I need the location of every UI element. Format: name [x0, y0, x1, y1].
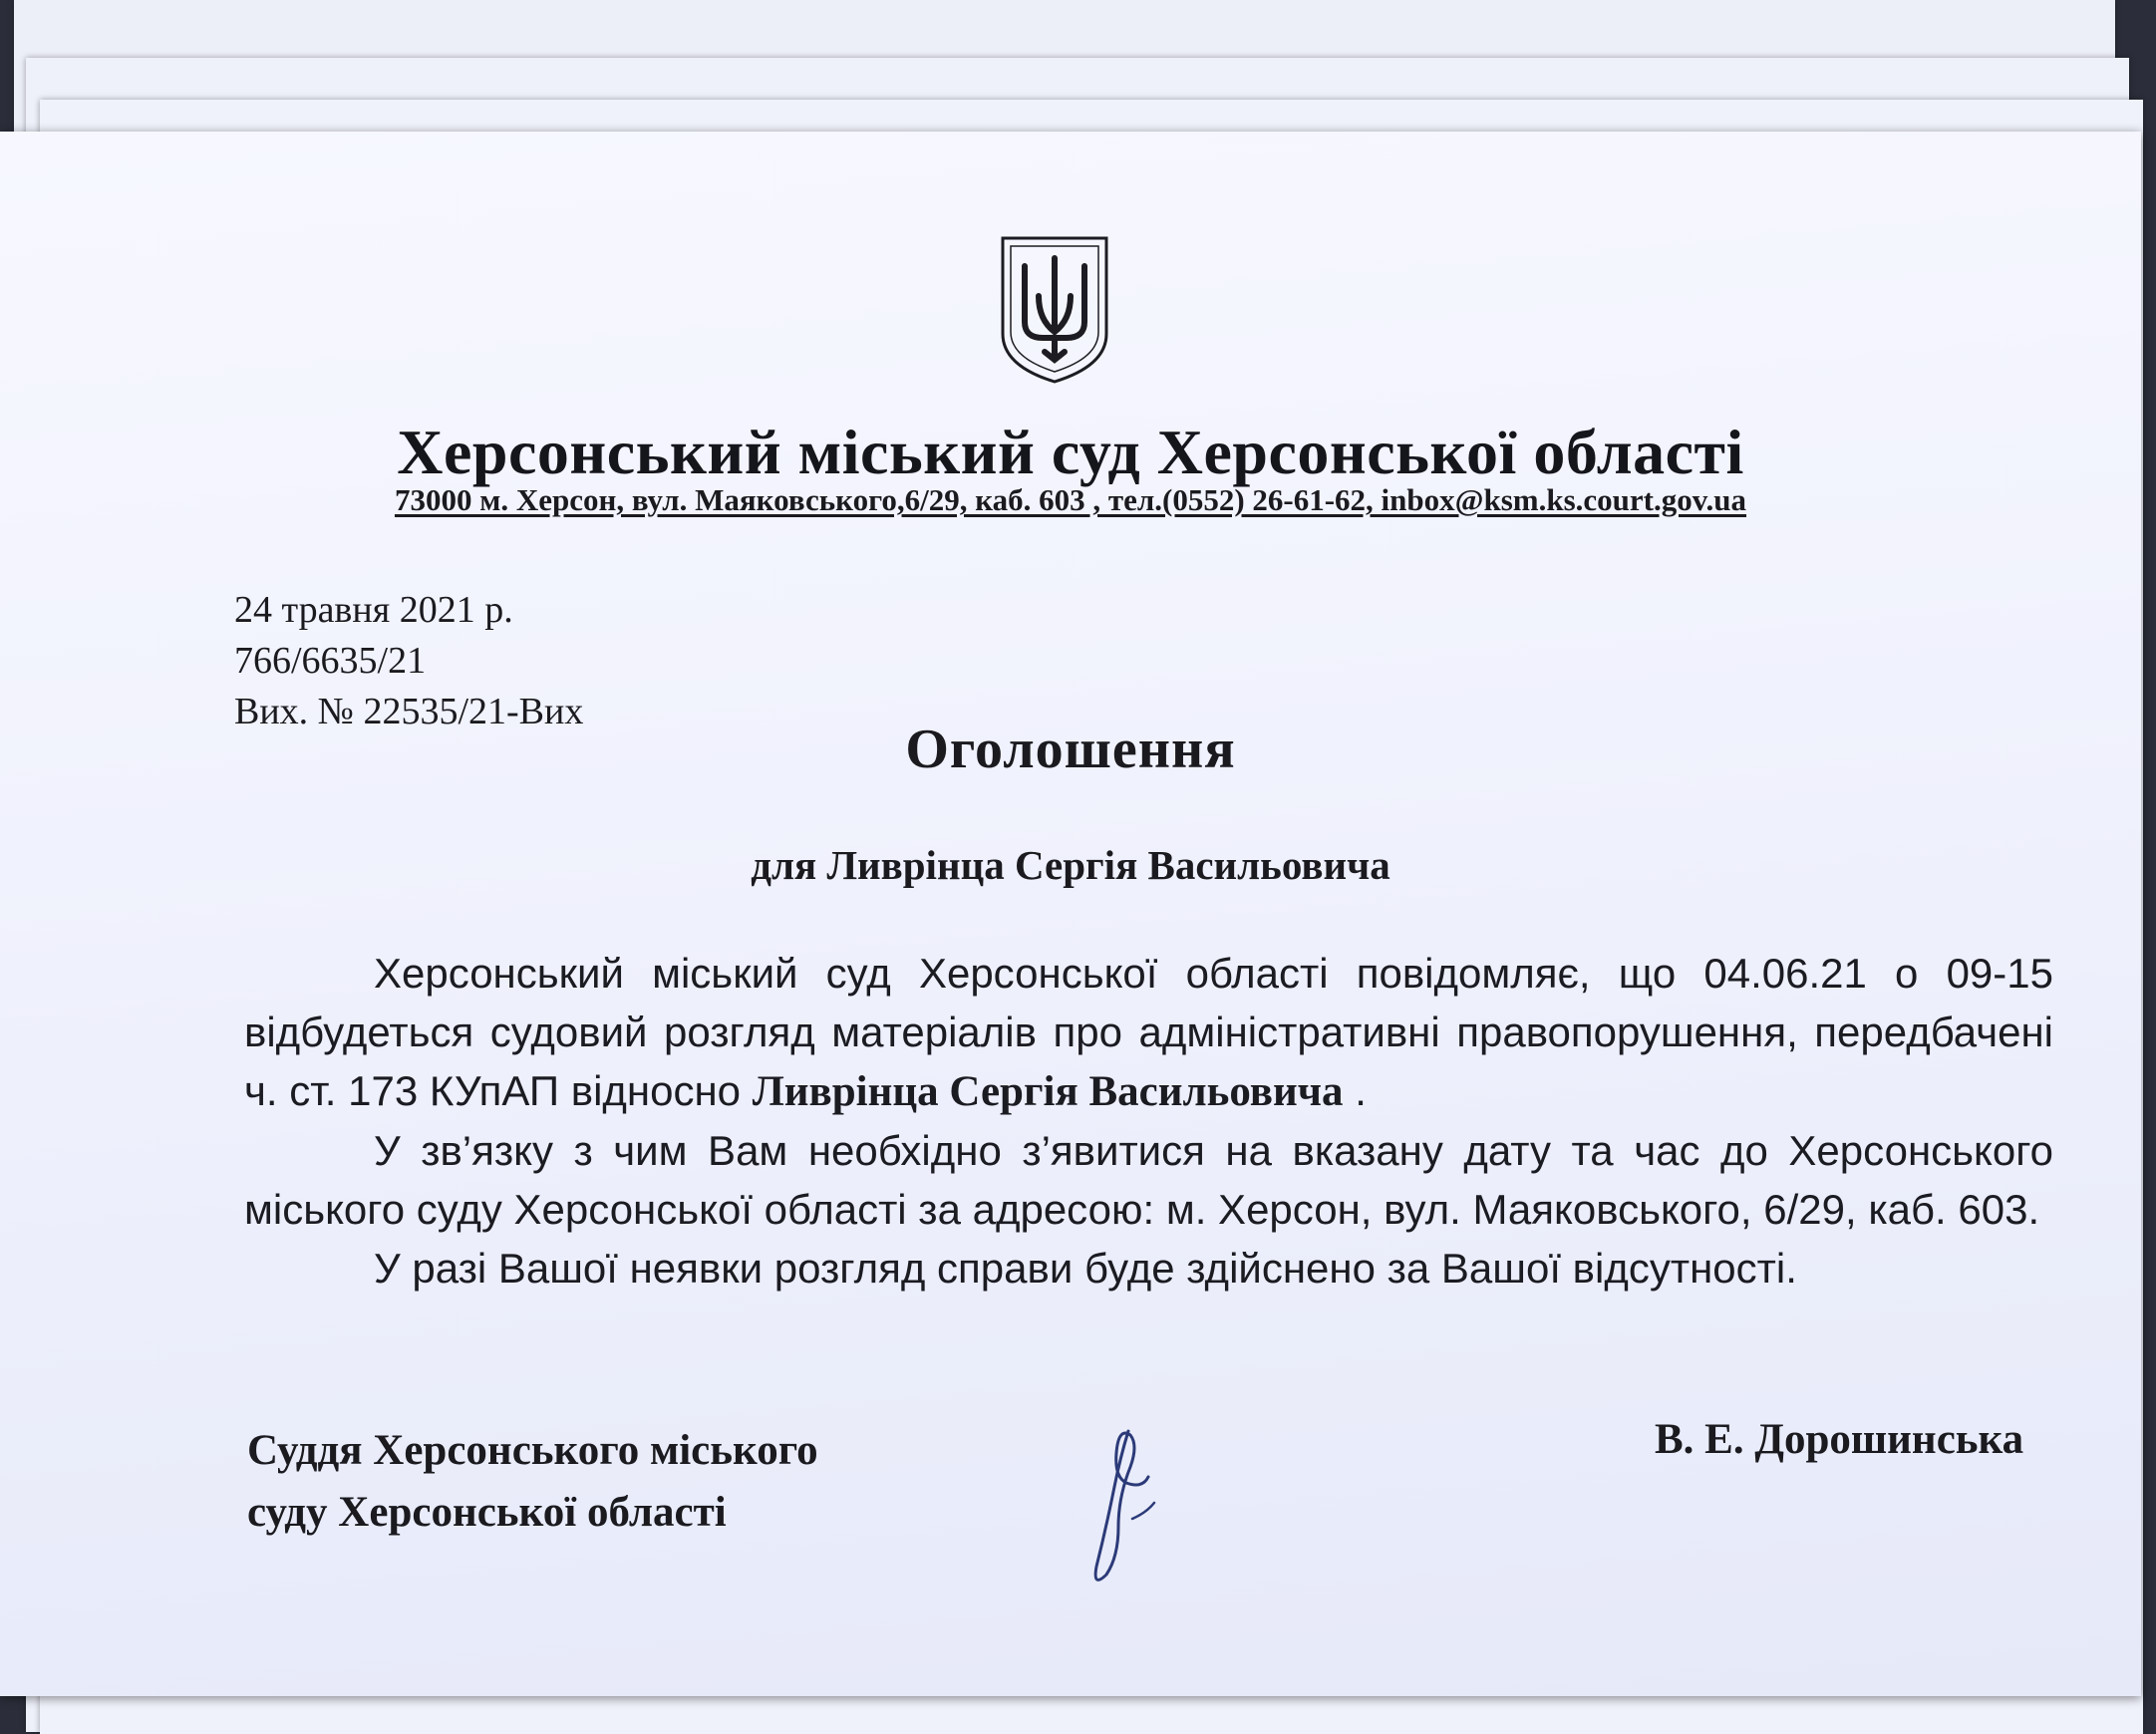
document-meta: [234, 585, 583, 737]
notice-paragraph-2: У зв’язку з чим Вам необхідно з’явитися на вказану дату та час до Херсонського міського суду Херсонської області за адресою: м. Херсон, вул. Маяковського, 6/29, каб. 603.: [244, 1127, 2053, 1233]
notice-recipient: для Ливрінца Сергія Васильовича: [751, 842, 1390, 888]
court-address: 73000 м. Херсон, вул. Маяковського,6/29, каб. 603 , тел.(0552) 26-61-62, inbox@ksm.ks.court.gov.ua: [394, 482, 1747, 517]
letter-page: [0, 132, 2141, 1696]
notice-body: [244, 944, 2053, 1298]
outgoing-number: Вих. № 22535/21-Вих: [234, 691, 584, 732]
paragraph-1-end: .: [1343, 1067, 1367, 1114]
handwritten-signature: [1057, 1417, 1216, 1596]
paragraph-1-text: Херсонський міський суд Херсонської області повідомляє, що 04.06.21 о 09-15 відбудеться судовий розгляд матеріалів про адміністративні правопорушення, передбачені ч. ст. 173 КУпАП відносно: [244, 950, 2053, 1114]
notice-paragraph-3: У разі Вашої неявки розгляд справи буде здійснено за Вашої відсутності.: [374, 1245, 1797, 1292]
case-number: 766/6635/21: [234, 640, 427, 682]
signer-name: В. Е. Дорошинська: [1655, 1416, 2024, 1463]
court-name: Херсонський міський суд Херсонської області: [397, 417, 1744, 487]
notice-paragraph-1: [244, 944, 2053, 1121]
signer-title-line-2: суду Херсонської області: [247, 1489, 727, 1536]
notice-title: Оголошення: [905, 719, 1236, 780]
trident-emblem-icon: [999, 234, 1110, 384]
defendant-name: Ливрінца Сергія Васильовича: [752, 1068, 1344, 1115]
document-date: 24 травня 2021 р.: [234, 589, 513, 631]
signer-title: [247, 1420, 818, 1544]
signer-title-line-1: Суддя Херсонського міського: [247, 1427, 818, 1474]
